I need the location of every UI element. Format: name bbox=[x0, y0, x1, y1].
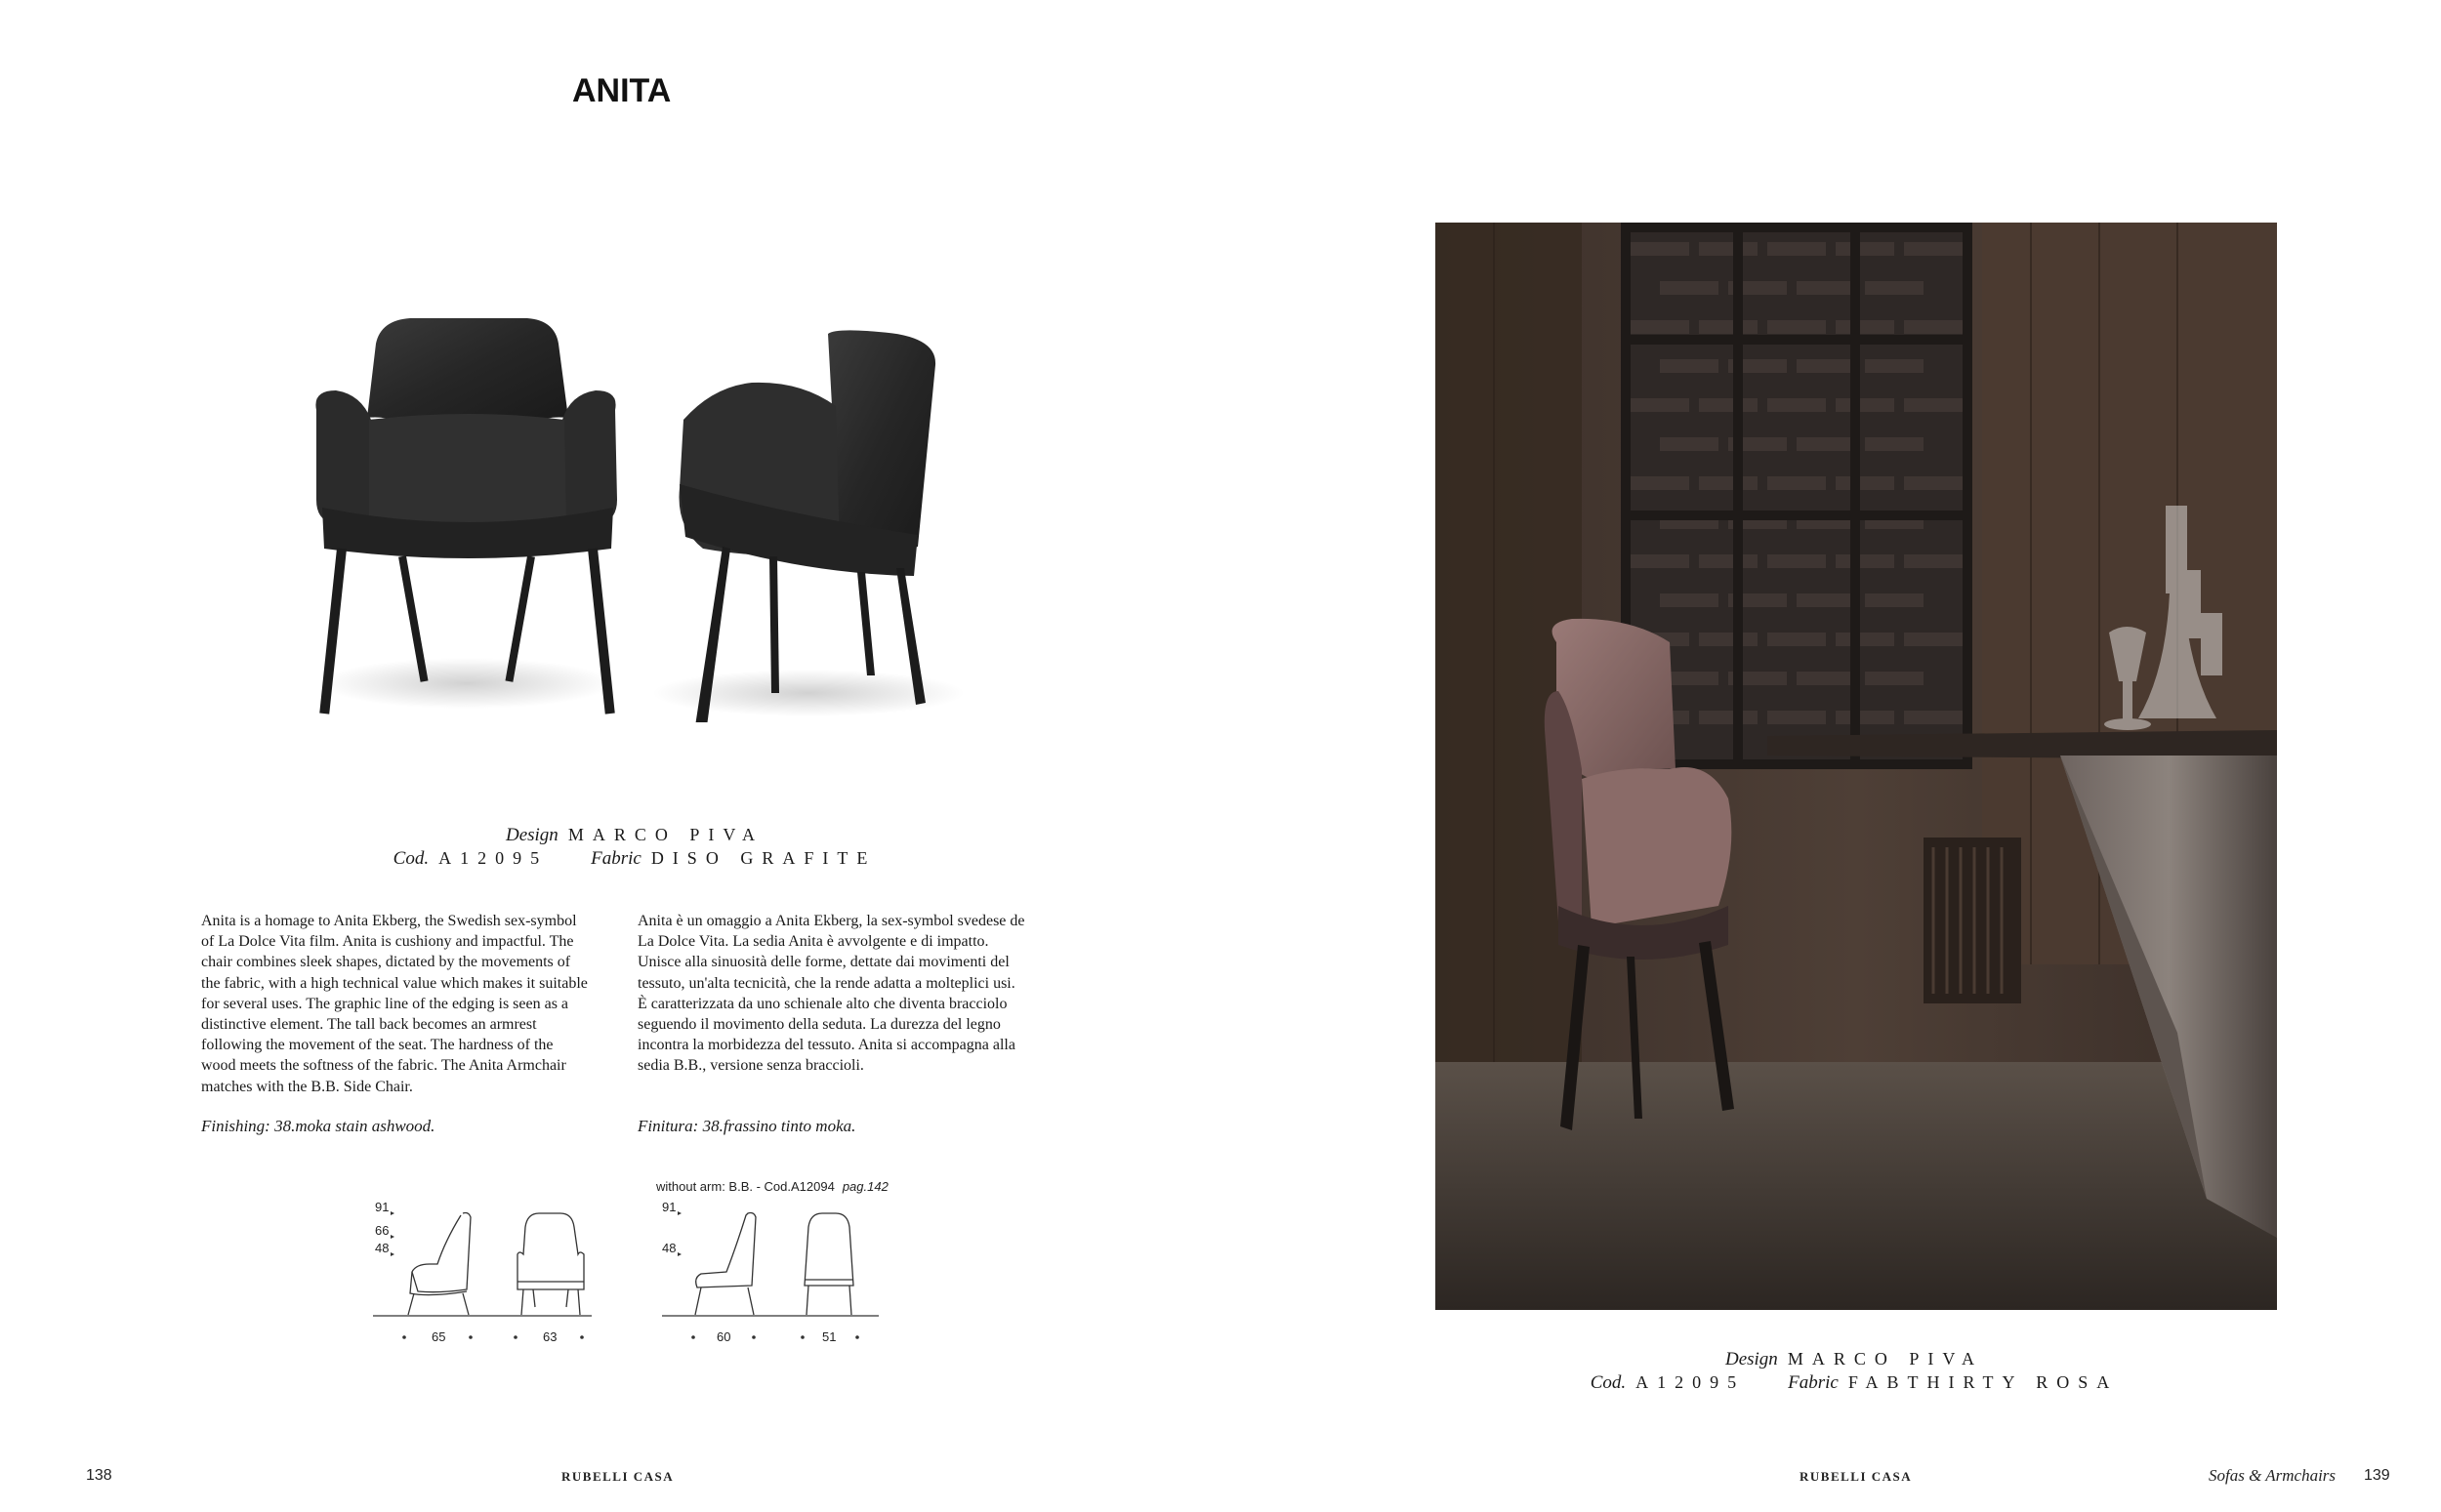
lifestyle-scene-image bbox=[1435, 223, 2277, 1310]
design-value: MARCO PIVA bbox=[1787, 1349, 1984, 1369]
armless-page-ref: pag.142 bbox=[842, 1179, 889, 1194]
left-design-credit bbox=[293, 825, 976, 846]
description-italian: Anita è un omaggio a Anita Ekberg, la sex-symbol svedese de La Dolce Vita. La sedia Anita è avvolgente e di impatto. Unisce alla sinuosità delle forme, dettate dai movimenti del tessuto, un'alta tecnicità, che la rende adatta a molteplici usi. È caratterizzata da uno schienale alto che diventa bracciolo seguendo il movimento della seduta. La durezza del legno incontra la morbidezza del tessuto. Anita si accompagna alla sedia B.B., versione senza braccioli. bbox=[638, 913, 1025, 1075]
fabric-label: Fabric bbox=[1788, 1372, 1839, 1393]
brand-footer-left: RUBELLI CASA bbox=[561, 1469, 675, 1484]
product-photos bbox=[293, 293, 976, 722]
finishing-english: Finishing: 38.moka stain ashwood. bbox=[201, 1117, 435, 1135]
fabric-label: Fabric bbox=[591, 848, 641, 869]
dim-sidechair-height-total: 91 bbox=[662, 1200, 677, 1214]
dim-sidechair-height-seat: 48 bbox=[662, 1241, 677, 1255]
page-number-right: 139 bbox=[2364, 1467, 2390, 1484]
page-title: ANITA bbox=[572, 72, 672, 109]
finishing-italian: Finitura: 38.frassino tinto moka. bbox=[638, 1117, 856, 1135]
dim-armchair-height-seat: 48 bbox=[375, 1241, 390, 1255]
code-value: A12095 bbox=[438, 848, 549, 868]
dim-armchair-depth: 65 bbox=[432, 1329, 446, 1344]
armless-version-note bbox=[656, 1179, 889, 1194]
technical-drawings bbox=[361, 1196, 908, 1352]
lifestyle-photo bbox=[1435, 223, 2277, 1310]
dim-armchair-height-arm: 66 bbox=[375, 1223, 390, 1238]
fabric-value: DISO GRAFITE bbox=[650, 848, 877, 868]
dim-sidechair-depth: 60 bbox=[717, 1329, 731, 1344]
right-design-credit bbox=[1435, 1349, 2273, 1370]
design-label: Design bbox=[505, 825, 559, 845]
dim-armchair-height-total: 91 bbox=[375, 1200, 390, 1214]
dim-armchair-width: 63 bbox=[543, 1329, 558, 1344]
dimension-drawings-svg bbox=[361, 1196, 908, 1352]
design-value: MARCO PIVA bbox=[567, 825, 765, 844]
code-label: Cod. bbox=[393, 848, 430, 869]
left-code-fabric-credit bbox=[293, 848, 976, 870]
page-number-left: 138 bbox=[86, 1467, 112, 1484]
fabric-value: FABTHIRTY ROSA bbox=[1847, 1372, 2119, 1392]
right-code-fabric-credit bbox=[1435, 1372, 2273, 1394]
armless-note-text: without arm: B.B. - Cod.A12094 bbox=[656, 1179, 835, 1194]
code-label: Cod. bbox=[1590, 1372, 1627, 1393]
product-chairs-image bbox=[293, 293, 976, 722]
section-name: Sofas & Armchairs bbox=[2209, 1466, 2337, 1485]
dim-sidechair-width: 51 bbox=[822, 1329, 837, 1344]
code-value: A12095 bbox=[1635, 1372, 1746, 1392]
design-label: Design bbox=[1724, 1349, 1778, 1369]
brand-footer-right: RUBELLI CASA bbox=[1800, 1469, 1913, 1484]
description-english: Anita is a homage to Anita Ekberg, the Swedish sex-symbol of La Dolce Vita film. Anita is cushiony and impactful. The chair combines sleek shapes, dictated by the movements of the fabric, with a high technical value which makes it suitable for several uses. The graphic line of the edging is seen as a distinctive element. The tall back becomes an armrest following the movement of the seat. The hardness of the wood meets the softness of the fabric. The Anita Armchair matches with the B.B. Side Chair. bbox=[201, 913, 588, 1095]
